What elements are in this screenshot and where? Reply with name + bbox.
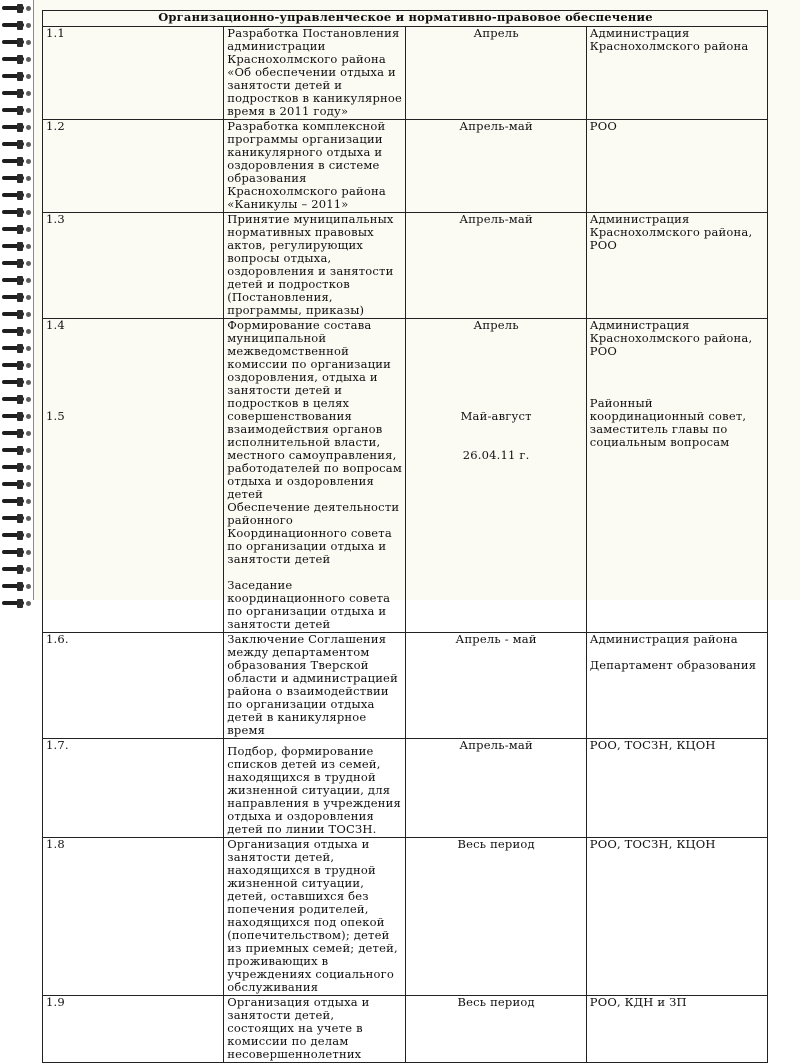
row-number: 1.8 xyxy=(43,838,224,996)
binding-ring xyxy=(2,4,24,13)
spiral-binding xyxy=(0,0,30,600)
row-deadline: Апрель - май xyxy=(405,633,586,739)
row-responsible: Администрация Краснохолмского района, РОО xyxy=(586,213,767,319)
table-header: Организационно-управленческое и нормативно-правовое обеспечение xyxy=(43,11,768,27)
binding-ring xyxy=(2,55,24,64)
binding-ring xyxy=(2,123,24,132)
binding-ring xyxy=(2,395,24,404)
binding-ring xyxy=(2,378,24,387)
binding-ring xyxy=(2,514,24,523)
row-text: Принятие муниципальных нормативных правовых актов, регулирующих вопросы отдыха, оздоровления и занятости детей и подростков (Постановления, программы, приказы) xyxy=(224,213,405,319)
row-text: Организация отдыха и занятости детей, находящихся в трудной жизненной ситуации, детей, оставшихся без попечения родителей, находящихся под опекой (попечительством); детей из приемных семей; детей, проживающих в учреждениях социального обслуживания xyxy=(224,838,405,996)
binding-ring xyxy=(2,310,24,319)
table-header-row xyxy=(43,11,768,27)
row-responsible: Районный координационный совет, заместитель главы по социальным вопросам xyxy=(589,396,747,449)
row-text: Организация отдыха и занятости детей, состоящих на учете в комиссии по делам несовершеннолетних xyxy=(224,996,405,1063)
binding-ring xyxy=(2,140,24,149)
binding-ring xyxy=(2,21,24,30)
row-responsible: РОО, ТОСЗН, КЦОН xyxy=(586,838,767,996)
row-number: 1.3 xyxy=(43,213,224,319)
row-text: Разработка комплексной программы организации каникулярного отдыха и оздоровления в системе образования Краснохолмского района «Каникулы – 2011» xyxy=(224,120,405,213)
row-number: 1.6. xyxy=(43,633,224,739)
binding-ring xyxy=(2,480,24,489)
binding-ring xyxy=(2,429,24,438)
row-deadline: Апрель xyxy=(405,27,586,120)
table-row xyxy=(43,996,768,1063)
binding-ring xyxy=(2,327,24,336)
row-responsible: РОО xyxy=(586,120,767,213)
binding-ring xyxy=(2,531,24,540)
binding-ring xyxy=(2,497,24,506)
table-row xyxy=(43,213,768,319)
binding-ring xyxy=(2,446,24,455)
row-text: Разработка Постановления администрации Краснохолмского района «Об обеспечении отдыха и занятости детей и подростков в каникулярное время в 2011 году» xyxy=(224,27,405,120)
binding-ring xyxy=(2,72,24,81)
plan-table xyxy=(42,10,768,1063)
row-text: Формирование состава муниципальной межведомственной комиссии по организации оздоровления, отдыха и занятости детей и подростков в целях совершенствования взаимодействия органов исполнительной власти, местного самоуправления, работодателей по вопросам отдыха и оздоровления детей xyxy=(227,318,402,501)
table-row xyxy=(43,633,768,739)
binding-ring xyxy=(2,344,24,353)
row-deadline-cell xyxy=(405,319,586,633)
table-row xyxy=(43,120,768,213)
binding-ring xyxy=(2,89,24,98)
row-text: Заседание координационного совета по организации отдыха и занятости детей xyxy=(227,578,391,631)
row-responsible-cell xyxy=(586,319,767,633)
table-row xyxy=(43,27,768,120)
binding-ring xyxy=(2,276,24,285)
binding-ring xyxy=(2,174,24,183)
row-number: 1.1 xyxy=(43,27,224,120)
row-deadline: Весь период xyxy=(405,838,586,996)
row-responsible: Администрация Краснохолмского района xyxy=(586,27,767,120)
binding-ring xyxy=(2,599,24,608)
row-deadline: Май-август xyxy=(460,409,532,423)
row-number-cell xyxy=(43,319,224,633)
binding-ring xyxy=(2,582,24,591)
binding-ring xyxy=(2,463,24,472)
row-number: 1.2 xyxy=(43,120,224,213)
row-responsible: Департамент образования xyxy=(589,658,757,672)
binding-ring xyxy=(2,106,24,115)
binding-ring xyxy=(2,208,24,217)
binding-ring xyxy=(2,412,24,421)
row-number: 1.9 xyxy=(43,996,224,1063)
row-text-cell xyxy=(224,319,405,633)
row-number: 1.5 xyxy=(46,409,65,423)
row-number: 1.4 xyxy=(46,318,65,332)
binding-ring xyxy=(2,38,24,47)
row-number: 1.7. xyxy=(43,739,224,838)
row-text: Обеспечение деятельности районного Координационного совета по организации отдыха и занятости детей xyxy=(227,500,400,566)
binding-ring xyxy=(2,225,24,234)
binding-ring xyxy=(2,293,24,302)
row-text: Заключение Соглашения между департаментом образования Тверской области и администрацией района о взаимодействии по организации отдыха детей в каникулярное время xyxy=(224,633,405,739)
binding-ring xyxy=(2,361,24,370)
row-deadline: Весь период xyxy=(405,996,586,1063)
binding-ring xyxy=(2,157,24,166)
row-deadline: Апрель xyxy=(473,318,519,332)
row-deadline: Апрель-май xyxy=(405,213,586,319)
row-text xyxy=(224,739,405,838)
row-responsible: Администрация района xyxy=(589,632,738,646)
row-deadline: Апрель-май xyxy=(405,120,586,213)
binding-ring xyxy=(2,242,24,251)
row-responsible: РОО, ТОСЗН, КЦОН xyxy=(586,739,767,838)
binding-ring xyxy=(2,191,24,200)
binding-ring xyxy=(2,259,24,268)
binding-ring xyxy=(2,565,24,574)
row-responsible: РОО, КДН и ЗП xyxy=(586,996,767,1063)
table-row xyxy=(43,739,768,838)
table-row xyxy=(43,319,768,633)
row-responsible-cell xyxy=(586,633,767,739)
row-deadline: 26.04.11 г. xyxy=(462,448,530,462)
table-row xyxy=(43,838,768,996)
binding-ring xyxy=(2,548,24,557)
row-deadline: Апрель-май xyxy=(405,739,586,838)
row-text-content: Подбор, формирование списков детей из семей, находящихся в трудной жизненной ситуации, для направления в учреждения отдыха и оздоровления детей по линии ТОСЗН. xyxy=(227,744,401,836)
row-responsible: Администрация Краснохолмского района, РОО xyxy=(589,318,753,358)
